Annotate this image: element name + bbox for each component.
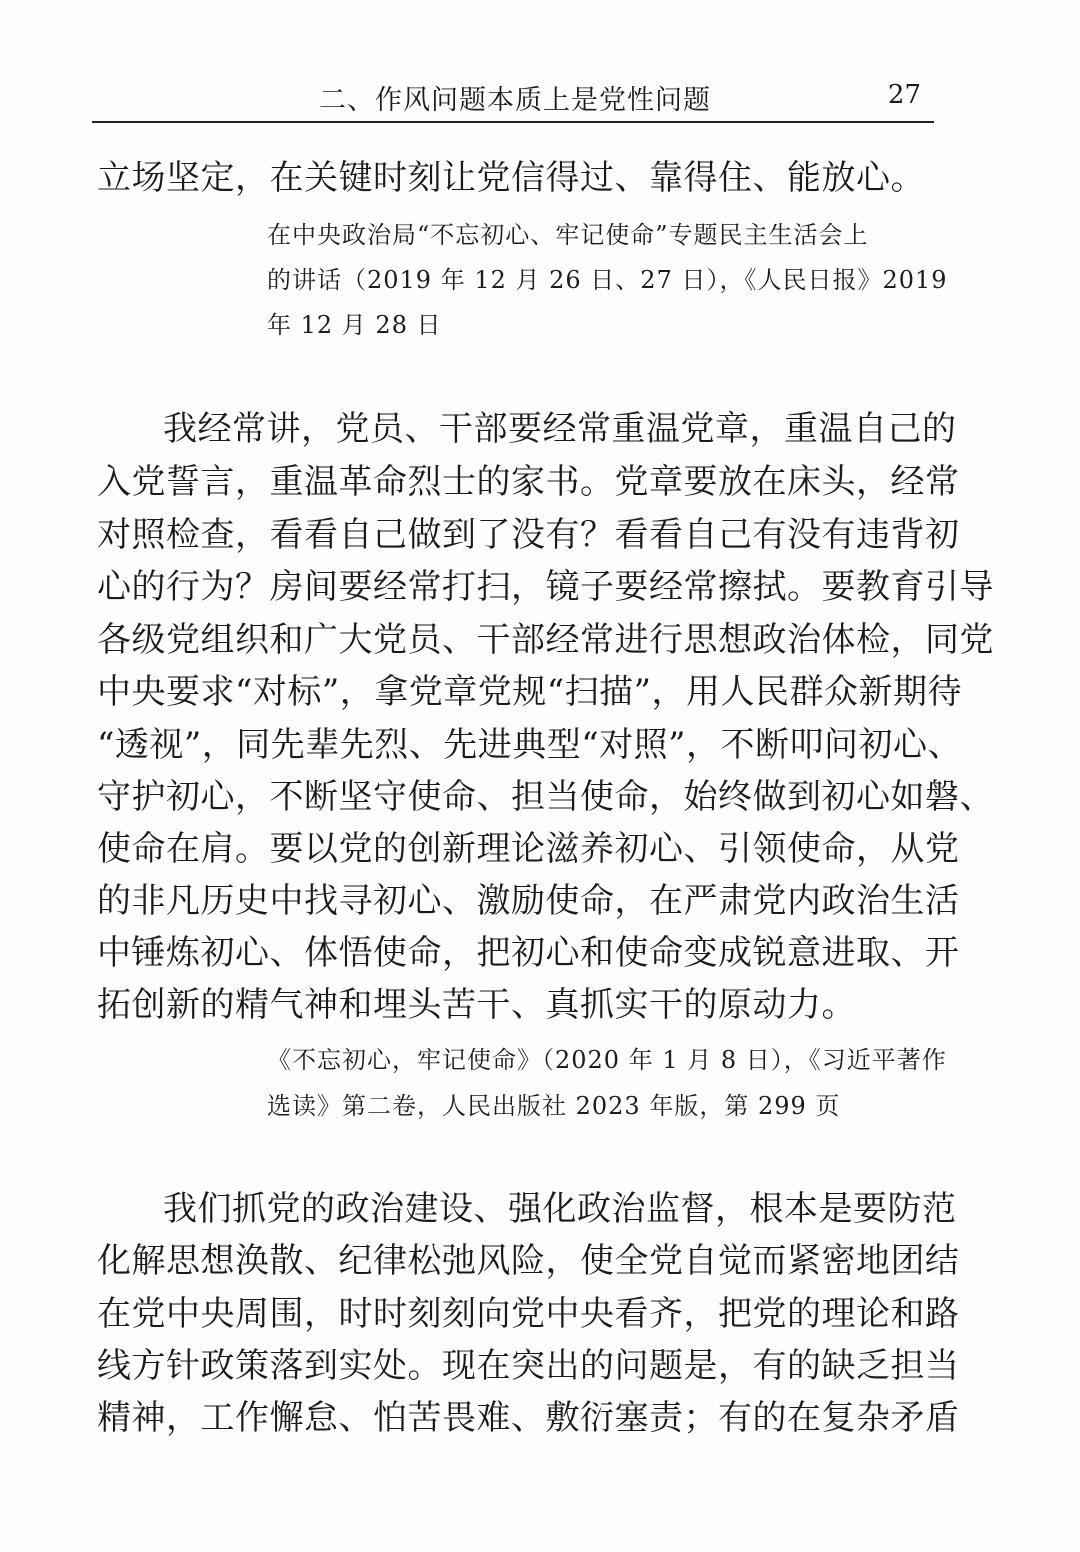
paragraph-line: 在党中央周围，时时刻刻向党中央看齐，把党的理论和路 <box>97 1294 960 1334</box>
paragraph-line: 我们抓党的政治建设、强化政治监督，根本是要防范 <box>163 1189 957 1229</box>
paragraph-line: 使命在肩。要以党的创新理论滋养初心、引领使命，从党 <box>97 829 960 869</box>
page-number: 27 <box>887 80 921 110</box>
citation-line: 在中央政治局“不忘初心、牢记使命”专题民主生活会上 <box>267 221 869 249</box>
running-header <box>95 70 935 120</box>
paragraph-line: 精神，工作懈怠、怕苦畏难、敷衍塞责；有的在复杂矛盾 <box>97 1398 960 1438</box>
citation-line: 的讲话（2019 年 12 月 26 日、27 日），《人民日报》2019 <box>267 266 948 294</box>
paragraph-line: 中央要求“对标”，拿党章党规“扫描”，用人民群众新期待 <box>97 672 963 712</box>
citation-line: 选读》第二卷，人民出版社 2023 年版，第 299 页 <box>267 1092 841 1120</box>
citation-line: 年 12 月 28 日 <box>267 311 442 339</box>
paragraph-line: 线方针政策落到实处。现在突出的问题是，有的缺乏担当 <box>97 1346 960 1386</box>
paragraph-line: 立场坚定，在关键时刻让党信得过、靠得住、能放心。 <box>97 158 925 198</box>
paragraph-line: 心的行为？房间要经常打扫，镜子要经常擦拭。要教育引导 <box>97 567 994 607</box>
paragraph-line: 化解思想涣散、纪律松弛风险，使全党自觉而紧密地团结 <box>97 1241 960 1281</box>
paragraph-line: 中锤炼初心、体悟使命，把初心和使命变成锐意进取、开 <box>97 933 960 973</box>
paragraph-line: 守护初心，不断坚守使命、担当使命，始终做到初心如磐、 <box>97 777 994 817</box>
chapter-title: 二、作风问题本质上是党性问题 <box>319 85 711 116</box>
paragraph-line: 各级党组织和广大党员、干部经常进行思想政治体检，同党 <box>97 620 994 660</box>
header-divider <box>92 121 934 123</box>
paragraph-line: 对照检查，看看自己做到了没有？看看自己有没有违背初 <box>97 515 960 555</box>
paragraph-line: “透视”，同先辈先烈、先进典型“对照”，不断叩问初心、 <box>97 725 963 765</box>
paragraph-line: 入党誓言，重温革命烈士的家书。党章要放在床头，经常 <box>97 462 960 502</box>
paragraph-line: 我经常讲，党员、干部要经常重温党章，重温自己的 <box>163 409 957 449</box>
citation-line: 《不忘初心，牢记使命》（2020 年 1 月 8 日），《习近平著作 <box>267 1046 947 1074</box>
paragraph-line: 拓创新的精气神和埋头苦干、真抓实干的原动力。 <box>97 985 856 1025</box>
paragraph-line: 的非凡历史中找寻初心、激励使命，在严肃党内政治生活 <box>97 881 960 921</box>
